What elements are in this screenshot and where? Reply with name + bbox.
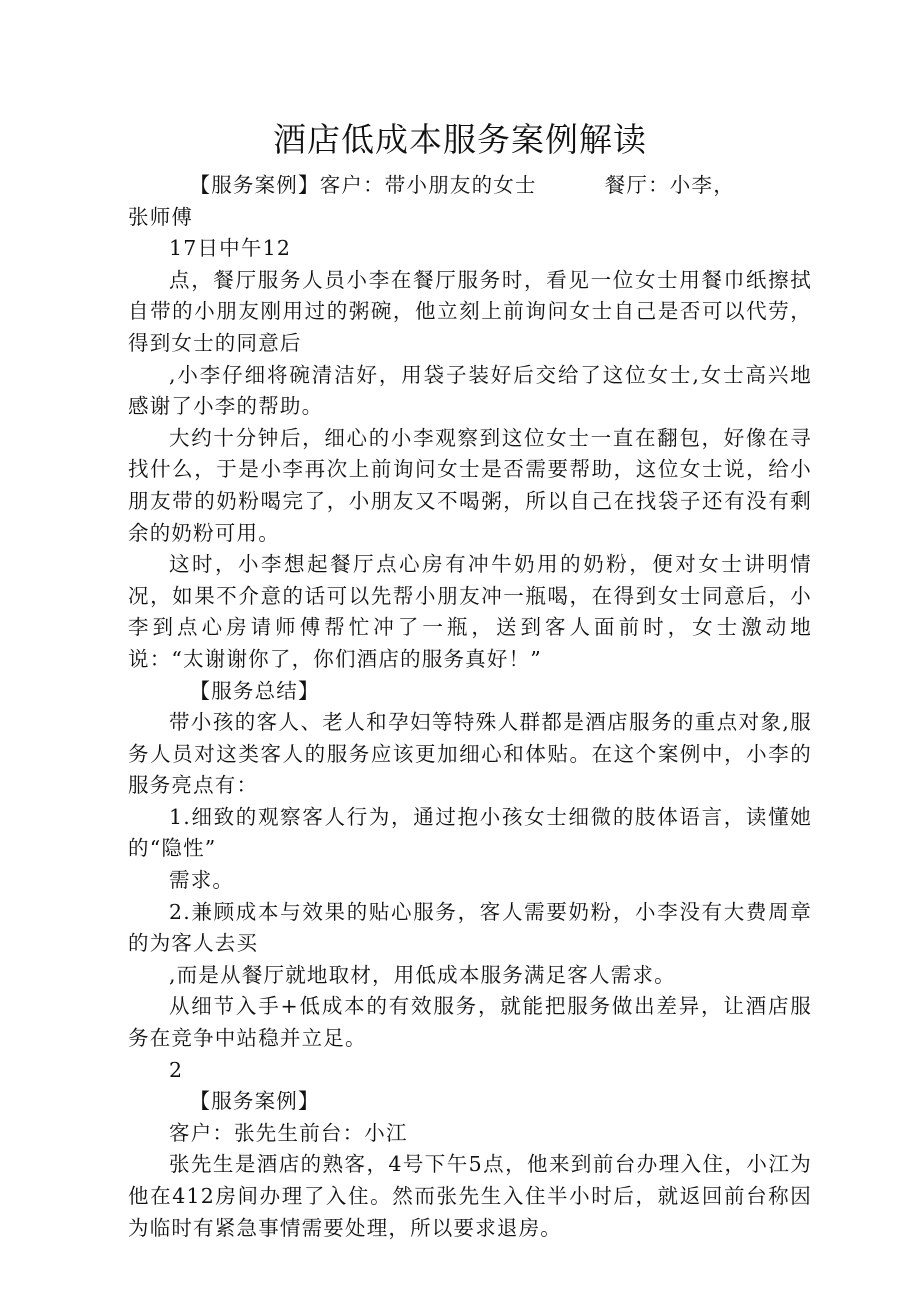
case1-paragraph-4: 这时，小李想起餐厅点心房有冲牛奶用的奶粉，便对女士讲明情况，如果不介意的话可以先帮小朋友冲一瓶喝，在得到女士同意后，小李到点心房请师傅帮忙冲了一瓶，送到客人面前时，女士激动地说：“太谢谢你了，你们酒店的服务真好！”	[128, 552, 812, 671]
case1-paragraph-2: ,小李仔细将碗清洁好，用袋子装好后交给了这位女士,女士高兴地感谢了小李的帮助。	[128, 362, 812, 419]
summary1-conclusion: 从细节入手+低成本的有效服务，就能把服务做出差异，让酒店服务在竞争中站稳并立足。	[128, 994, 812, 1051]
case2-client: 客户：张先生前台：小江	[169, 1120, 408, 1145]
case1-paragraph-3: 大约十分钟后，细心的小李观察到这位女士一直在翻包，好像在寻找什么，于是小李再次上前询问女士是否需要帮助，这位女士说，给小朋友带的奶粉喝完了，小朋友又不喝粥，所以自己在找袋子还有没有剩余的奶粉可用。	[128, 425, 812, 545]
case1-header-staff: 张师傅	[128, 204, 194, 229]
case1-header	[128, 170, 812, 202]
case1-time: 17日中午12	[169, 236, 292, 261]
summary1-paragraph: 带小孩的客人、老人和孕妇等特殊人群都是酒店服务的重点对象,服务人员对这类客人的服务应该更加细心和体贴。在这个案例中，小李的服务亮点有：	[128, 710, 812, 798]
document-body	[128, 170, 812, 1244]
case2-heading: 【服务案例】	[189, 1089, 320, 1114]
case1-header-restaurant: 餐厅：小李，	[604, 173, 735, 197]
case2-paragraph-1: 张先生是酒店的熟客，4号下午5点，他来到前台办理入住，小江为他在412房间办理了入住。然而张先生入住半小时后，就返回前台称因为临时有紧急事情需要处理，所以要求退房。	[128, 1152, 812, 1240]
document-title: 酒店低成本服务案例解读	[273, 120, 647, 159]
summary1-item-1-continued: 需求。	[169, 868, 235, 893]
summary1-item-1: 1.细致的观察客人行为，通过抱小孩女士细微的肢体语言，读懂她的“隐性”	[128, 804, 812, 861]
case2-number: 2	[169, 1057, 184, 1082]
summary1-item-2: 2.兼顾成本与效果的贴心服务，客人需要奶粉，小李没有大费周章的为客人去买	[128, 899, 812, 956]
case1-paragraph-1: 点，餐厅服务人员小李在餐厅服务时，看见一位女士用餐巾纸擦拭自带的小朋友刚用过的粥碗，他立刻上前询问女士自己是否可以代劳，得到女士的同意后	[128, 267, 812, 355]
case1-header-client: 【服务案例】客户：带小朋友的女士	[189, 173, 537, 197]
summary1-item-2-continued: ,而是从餐厅就地取材，用低成本服务满足客人需求。	[169, 962, 676, 987]
summary1-heading: 【服务总结】	[189, 678, 320, 703]
